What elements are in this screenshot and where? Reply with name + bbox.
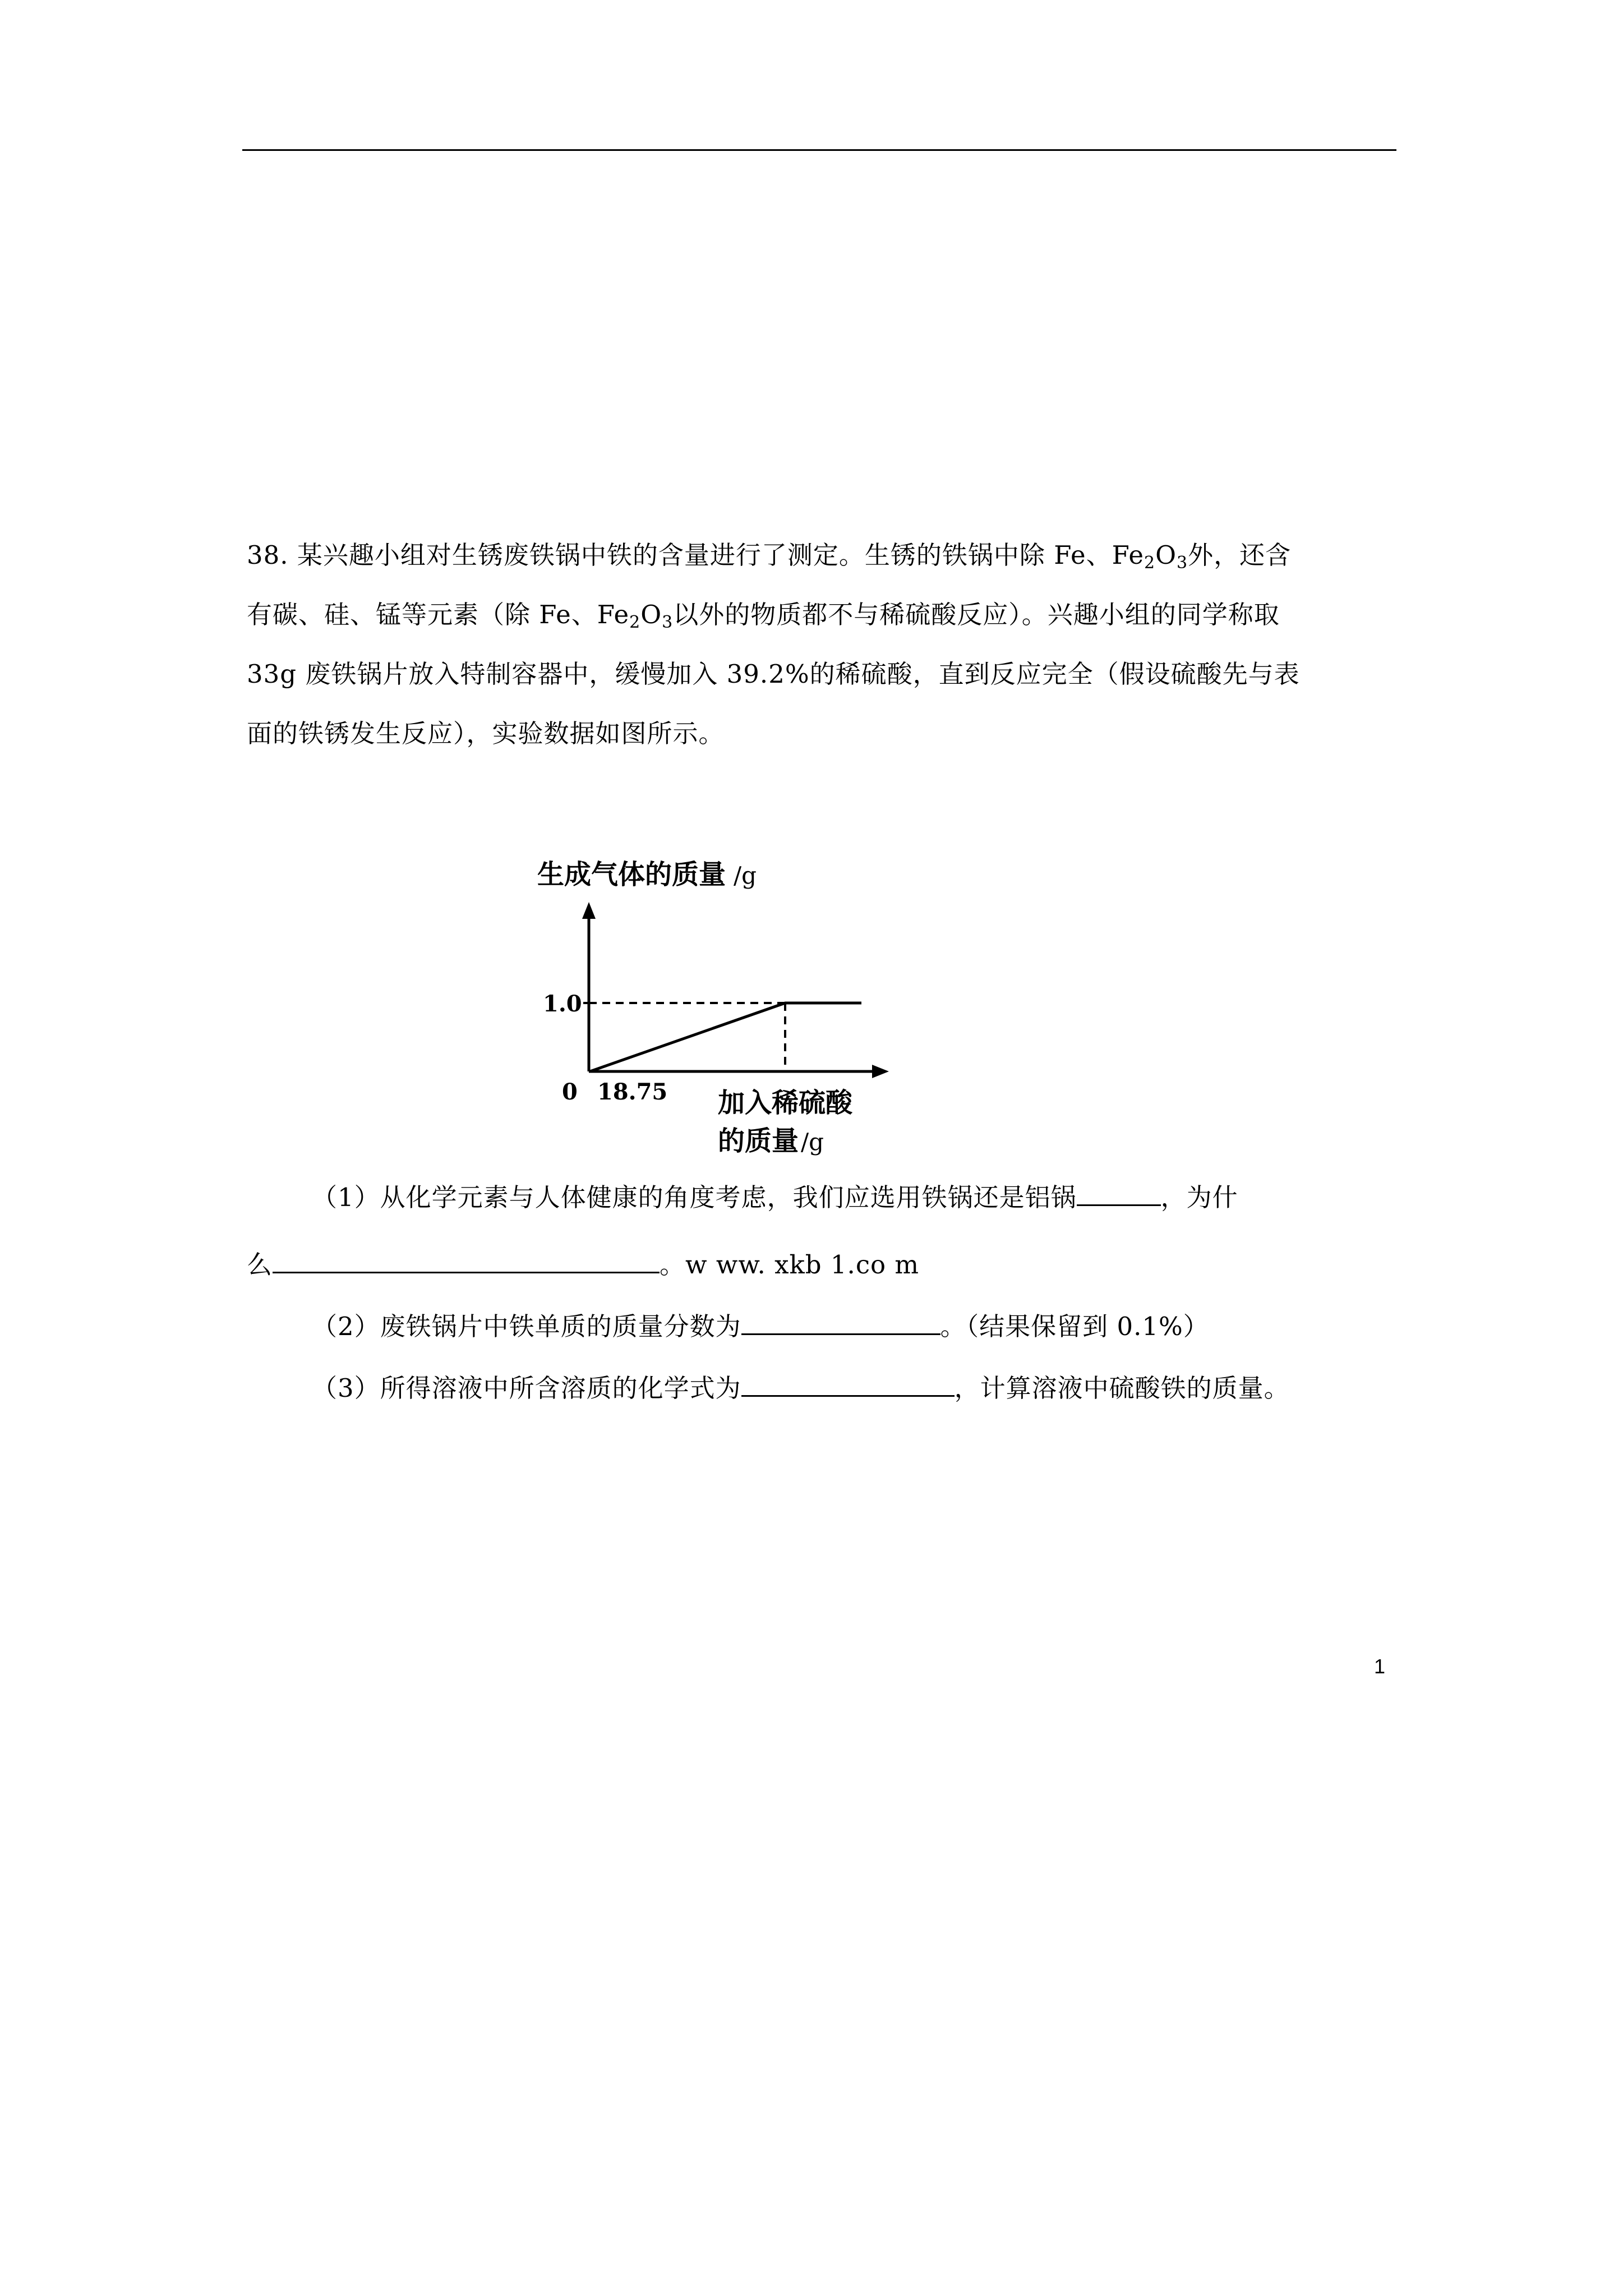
problem-number: 38. — [247, 540, 289, 570]
y-tick-label: 1.0 — [543, 991, 582, 1017]
page-number: 1 — [1374, 1655, 1386, 1678]
x-axis-label-line1: 加入稀硫酸 — [718, 1087, 853, 1119]
answer-blank-2[interactable] — [741, 1309, 940, 1335]
problem-line-3: 33g 废铁锅片放入特制容器中，缓慢加入 39.2%的稀硫酸，直到反应完全（假设硫酸先与表 — [247, 659, 1300, 689]
answer-blank-1a[interactable] — [1077, 1180, 1161, 1206]
question-1-line-1: （1）从化学元素与人体健康的角度考虑，我们应选用铁锅还是铝锅 ，为什 — [312, 1180, 1238, 1214]
question-1-line-2: 么 。w ww. xkb 1.co m — [247, 1247, 919, 1282]
answer-blank-3[interactable] — [741, 1370, 955, 1397]
series-layer — [583, 1003, 861, 1071]
series-line — [590, 1003, 861, 1071]
question-3: （3）所得溶液中所含溶质的化学式为 ，计算溶液中硫酸铁的质量。 — [312, 1370, 1290, 1405]
x-axis-label-line2: 的质量 — [718, 1125, 799, 1157]
gas-mass-chart — [527, 853, 931, 1167]
x-axis-unit: /g — [801, 1128, 824, 1156]
y-axis-unit: /g — [734, 862, 757, 889]
header-rule — [242, 149, 1396, 151]
y-axis-arrow — [582, 902, 596, 919]
problem-line-1: 38. 某兴趣小组对生锈废铁锅中铁的含量进行了测定。生锈的铁锅中除 Fe、$Fe_2O_3$外，还含 — [247, 540, 1292, 573]
problem-line-4: 面的铁锈发生反应），实验数据如图所示。 — [247, 719, 725, 748]
question-2: （2）废铁锅片中铁单质的质量分数为 。（结果保留到 0.1%） — [312, 1309, 1209, 1343]
answer-blank-1b[interactable] — [273, 1247, 660, 1273]
origin-label: 0 — [562, 1079, 578, 1105]
problem-line-2: 有碳、硅、锰等元素（除 Fe、$Fe_2O_3$以外的物质都不与稀硫酸反应）。兴趣小组的同学称取 — [247, 600, 1280, 632]
x-tick-label: 18.75 — [597, 1079, 668, 1105]
y-axis-label: 生成气体的质量 — [537, 859, 726, 890]
x-axis-arrow — [872, 1065, 889, 1078]
